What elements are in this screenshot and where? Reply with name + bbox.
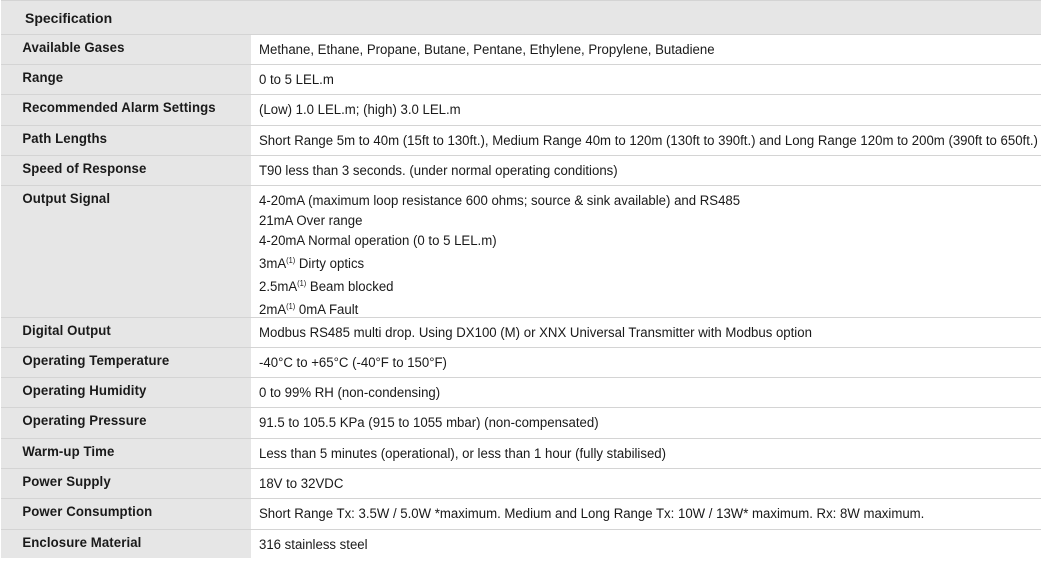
value-line: Less than 5 minutes (operational), or less than 1 hour (fully stabilised) <box>259 446 667 462</box>
value-line: 18V to 32VDC <box>259 476 344 492</box>
table-body <box>1 34 1041 558</box>
value-line: -40°C to +65°C (-40°F to 150°F) <box>259 355 447 371</box>
row-value <box>251 499 1041 529</box>
footnote-marker: (1) <box>286 256 296 265</box>
row-value <box>251 126 1042 155</box>
row-label: Speed of Response <box>1 156 211 185</box>
row-label: Warm-up Time <box>1 439 211 468</box>
table-header <box>1 0 1041 34</box>
row-label-cell <box>1 318 251 347</box>
table-row <box>1 529 1041 558</box>
header-label: Specification <box>25 9 113 26</box>
row-label-cell <box>1 469 251 498</box>
table-row <box>1 438 1041 468</box>
row-label: Power Consumption <box>1 499 211 529</box>
table-row <box>1 468 1041 498</box>
row-value <box>251 35 1041 64</box>
row-value <box>251 378 1041 407</box>
value-line: 0 to 99% RH (non-condensing) <box>259 385 441 401</box>
table-row <box>1 407 1041 438</box>
table-row <box>1 64 1041 94</box>
value-text: 2mA <box>259 302 287 318</box>
specification-table <box>1 0 1041 558</box>
value-line <box>259 297 986 320</box>
row-label: Operating Temperature <box>1 348 211 377</box>
row-value <box>251 65 1041 94</box>
row-label: Power Supply <box>1 469 211 498</box>
row-label: Path Lengths <box>1 126 211 155</box>
value-text: 0mA Fault <box>295 302 359 318</box>
value-line: Short Range 5m to 40m (15ft to 130ft.), Medium Range 40m to 120m (130ft to 390ft.) and Long Range 120m to 200m (390ft to 650ft.) <box>259 133 1038 149</box>
row-label-cell <box>1 65 251 94</box>
row-value <box>251 439 1041 468</box>
row-value <box>251 186 1041 317</box>
table-row <box>1 155 1041 185</box>
table-row <box>1 94 1041 125</box>
row-label: Operating Pressure <box>1 408 211 438</box>
table-row <box>1 34 1041 64</box>
row-label: Available Gases <box>1 35 211 64</box>
row-value <box>251 318 1041 347</box>
row-value <box>251 469 1041 498</box>
value-line: Modbus RS485 multi drop. Using DX100 (M) or XNX Universal Transmitter with Modbus option <box>259 325 812 341</box>
value-text: 3mA <box>259 256 287 272</box>
row-label-cell <box>1 499 251 529</box>
row-label-cell <box>1 156 251 185</box>
value-line: T90 less than 3 seconds. (under normal operating conditions) <box>259 163 618 179</box>
table-row <box>1 185 1041 317</box>
row-label-cell <box>1 439 251 468</box>
row-label: Operating Humidity <box>1 378 211 407</box>
row-value <box>251 348 1041 377</box>
row-label-cell <box>1 530 251 558</box>
row-label: Digital Output <box>1 318 211 347</box>
value-line: 91.5 to 105.5 KPa (915 to 1055 mbar) (non-compensated) <box>259 415 599 431</box>
row-value <box>251 408 1041 438</box>
table-row <box>1 317 1041 347</box>
row-label-cell <box>1 186 251 317</box>
row-label: Output Signal <box>1 186 211 317</box>
row-label: Recommended Alarm Settings <box>1 95 211 125</box>
value-line: 21mA Over range <box>259 213 363 229</box>
row-label-cell <box>1 378 251 407</box>
value-text: 2.5mA <box>259 279 298 295</box>
row-label-cell <box>1 348 251 377</box>
value-line: (Low) 1.0 LEL.m; (high) 3.0 LEL.m <box>259 102 461 118</box>
row-value <box>251 530 1041 558</box>
row-value <box>251 95 1041 125</box>
value-text: Dirty optics <box>295 256 365 272</box>
value-line: Methane, Ethane, Propane, Butane, Pentane, Ethylene, Propylene, Butadiene <box>259 42 715 58</box>
row-label-cell <box>1 126 251 155</box>
table-row <box>1 347 1041 377</box>
table-row <box>1 377 1041 407</box>
value-line: 316 stainless steel <box>259 537 368 553</box>
value-line: 4-20mA (maximum loop resistance 600 ohms; source & sink available) and RS485 <box>259 193 741 209</box>
row-label-cell <box>1 35 251 64</box>
row-value <box>251 156 1041 185</box>
value-line: 4-20mA Normal operation (0 to 5 LEL.m) <box>259 233 497 249</box>
value-line <box>259 274 986 297</box>
row-label-cell <box>1 408 251 438</box>
row-label-cell <box>1 95 251 125</box>
table-row <box>1 498 1041 529</box>
row-label: Range <box>1 65 211 94</box>
footnote-marker: (1) <box>286 302 296 311</box>
value-text: Beam blocked <box>306 279 394 295</box>
value-line: Short Range Tx: 3.5W / 5.0W *maximum. Medium and Long Range Tx: 10W / 13W* maximum. Rx: 8W maximum. <box>259 506 925 522</box>
footnote-marker: (1) <box>297 279 307 288</box>
table-row <box>1 125 1041 155</box>
value-line: 0 to 5 LEL.m <box>259 72 334 88</box>
value-line <box>259 251 986 274</box>
row-label: Enclosure Material <box>1 530 211 558</box>
